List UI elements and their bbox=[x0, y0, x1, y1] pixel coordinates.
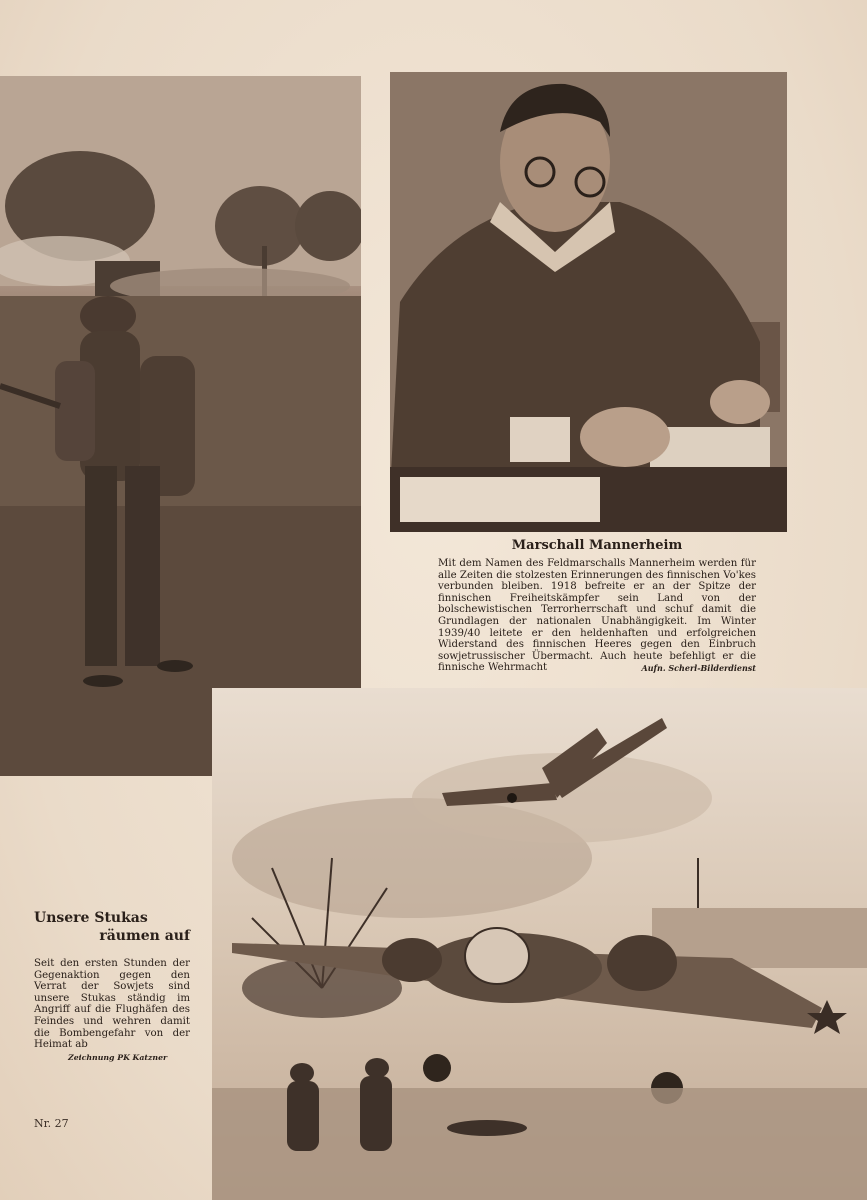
photo-credit: Aufn. Scherl-Bilderdienst bbox=[641, 662, 756, 673]
caption-title: Marschall Mannerheim bbox=[511, 538, 683, 553]
mannerheim-caption bbox=[438, 538, 756, 674]
stuka-caption bbox=[34, 910, 190, 1062]
page-number: Nr. 27 bbox=[34, 1117, 69, 1130]
stuka-title-line2: räumen auf bbox=[99, 928, 190, 944]
stuka-text: Seit den ersten Stunden der Gegenaktion gegen den Verrat der Sowjets sind unsere Stukas ständig im Angriff auf die Flughäfen des Feindes und wehren damit die Bombengefahr von der Heimat ab bbox=[34, 958, 190, 1051]
mannerheim-portrait-photo bbox=[390, 72, 787, 532]
stuka-drawing bbox=[212, 688, 867, 1200]
drawing-credit: Zeichnung PK Katzner bbox=[68, 1052, 168, 1062]
soldier-photo bbox=[0, 76, 361, 776]
stuka-title-line1: Unsere Stukas bbox=[34, 910, 148, 926]
caption-text: Mit dem Namen des Feldmarschalls Mannerheim werden für alle Zeiten die stolzesten Erinnerungen des finnischen Vo'kes verbunden bleiben. 1918 befreite er an der Spitze der finnischen Freiheitskämpfer sein Land von der bolschewistischen Terrorherrschaft und schuf damit die Grundlagen der nationalen Unabhängigkeit. Im Winter 1939/40 leitete er den heldenhaften und erfolgreichen Widerstand des finnischen Heeres gegen den Einbruch sowjetrussischer Übermacht. Auch heute befehligt er die finnische Wehrmacht bbox=[438, 558, 756, 674]
